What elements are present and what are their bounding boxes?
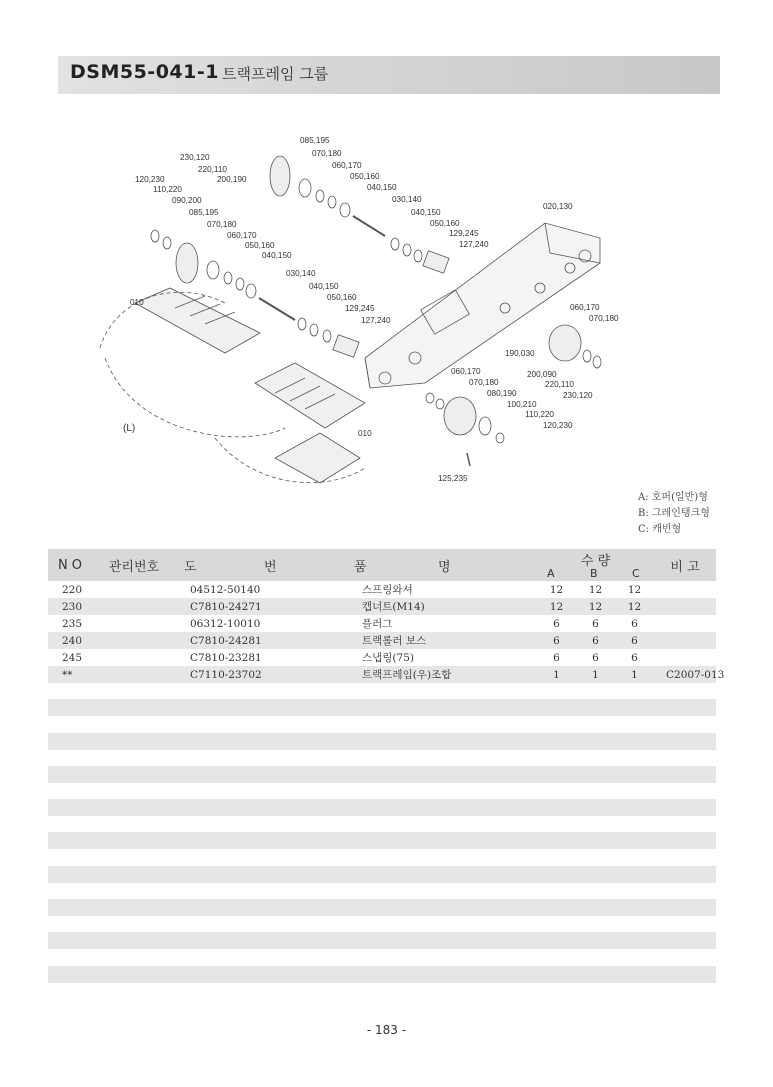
cell-mgmt — [92, 649, 176, 666]
cell-qty-b: 6 — [576, 632, 615, 649]
empty-row — [48, 866, 716, 883]
cell-no: ** — [48, 666, 92, 683]
cell-name: 플러그 — [342, 615, 537, 632]
diagram-label: 125,235 — [438, 474, 468, 483]
empty-row — [48, 733, 716, 750]
cell-drawing: C7110-23702 — [176, 666, 342, 683]
page-title: 트랙프레임 그룹 — [222, 65, 329, 83]
header-mgmt-no: 관리번호 — [92, 549, 176, 581]
cell-qty-c: 6 — [615, 615, 654, 632]
header-drawing-2: 번 — [264, 560, 277, 575]
cell-mgmt — [92, 598, 176, 615]
header-qty-title: 수 량 — [580, 554, 611, 569]
cell-qty-b: 6 — [576, 649, 615, 666]
diagram-label: 220,110 — [545, 380, 574, 389]
table-row — [48, 649, 716, 666]
diagram-label: 200,190 — [217, 175, 247, 184]
cell-note — [654, 598, 716, 615]
cell-qty-c: 6 — [615, 649, 654, 666]
diagram-label: 070,180 — [312, 149, 342, 158]
diagram-label: 030,140 — [392, 195, 422, 204]
cell-name: 캡너트(M14) — [342, 598, 537, 615]
diagram-label: 020,130 — [543, 202, 573, 211]
cell-no: 220 — [48, 581, 92, 598]
cell-qty-b: 12 — [576, 598, 615, 615]
cell-qty-a: 1 — [537, 666, 576, 683]
diagram-label: 060,170 — [332, 161, 362, 170]
diagram-label: 129,245 — [345, 304, 375, 313]
cell-qty-a: 12 — [537, 598, 576, 615]
cell-drawing: C7810-23281 — [176, 649, 342, 666]
cell-qty-a: 6 — [537, 615, 576, 632]
legend-item: A: 호퍼(일반)형 — [638, 492, 708, 503]
diagram-label: 120,230 — [543, 421, 573, 430]
page-code: DSM55-041-1 — [70, 61, 219, 83]
cell-no: 235 — [48, 615, 92, 632]
page-number: - 183 - — [366, 1023, 407, 1037]
diagram-label: 030,140 — [286, 269, 316, 278]
diagram-label: 200,090 — [527, 370, 557, 379]
cell-qty-c: 12 — [615, 581, 654, 598]
diagram-label: 050,160 — [327, 293, 357, 302]
diagram-label: 010 — [358, 429, 372, 438]
table-header-row — [48, 549, 716, 581]
cell-mgmt — [92, 666, 176, 683]
diagram-label: 010 — [130, 298, 144, 307]
cell-drawing: C7810-24271 — [176, 598, 342, 615]
empty-row — [48, 899, 716, 916]
diagram-label: 060,170 — [570, 303, 600, 312]
empty-row — [48, 799, 716, 816]
diagram-label: 070,180 — [207, 220, 237, 229]
cell-qty-b: 12 — [576, 581, 615, 598]
cell-name: 스프링와셔 — [342, 581, 537, 598]
cell-no: 245 — [48, 649, 92, 666]
legend-item: B: 그레인탱크형 — [638, 508, 710, 519]
cell-drawing: C7810-24281 — [176, 632, 342, 649]
diagram-label: 110,220 — [153, 185, 182, 194]
diagram-label: (L) — [123, 423, 136, 434]
cell-note — [654, 649, 716, 666]
cell-name: 트랙롤러 보스 — [342, 632, 537, 649]
cell-qty-c: 6 — [615, 632, 654, 649]
cell-qty-c: 12 — [615, 598, 654, 615]
cell-qty-a: 6 — [537, 632, 576, 649]
header-note: 비 고 — [654, 549, 716, 581]
diagram-svg — [95, 128, 715, 498]
empty-row — [48, 966, 716, 983]
diagram-label: 129,245 — [449, 229, 479, 238]
exploded-parts-diagram — [95, 128, 715, 498]
diagram-label: 085,195 — [300, 136, 330, 145]
diagram-label: 040,150 — [411, 208, 441, 217]
diagram-label: 040,150 — [367, 183, 397, 192]
diagram-label: 110,220 — [525, 410, 554, 419]
header-qty-c: C — [632, 567, 640, 580]
header-name-1: 품 — [354, 560, 367, 575]
diagram-label: 070,180 — [469, 378, 499, 387]
diagram-label: 090,200 — [172, 196, 202, 205]
diagram-label: 230,120 — [180, 153, 210, 162]
cell-mgmt — [92, 581, 176, 598]
diagram-label: 190,030 — [505, 349, 535, 358]
cell-name: 트랙프레임(우)조합 — [342, 666, 537, 683]
table-row — [48, 581, 716, 598]
cell-name: 스냅링(75) — [342, 649, 537, 666]
cell-qty-b: 1 — [576, 666, 615, 683]
table-row — [48, 666, 716, 683]
diagram-label: 220,110 — [198, 165, 227, 174]
diagram-label: 050,160 — [245, 241, 275, 250]
table-row — [48, 598, 716, 615]
cell-note — [654, 632, 716, 649]
header-quantity — [537, 549, 654, 581]
empty-row — [48, 699, 716, 716]
table-row — [48, 632, 716, 649]
empty-row — [48, 766, 716, 783]
diagram-label: 080,190 — [487, 389, 517, 398]
header-no: N O — [48, 549, 92, 581]
diagram-label: 070,180 — [589, 314, 619, 323]
table-row — [48, 615, 716, 632]
cell-qty-a: 6 — [537, 649, 576, 666]
parts-table — [48, 549, 725, 683]
diagram-label: 050,160 — [350, 172, 380, 181]
diagram-label: 127,240 — [459, 240, 489, 249]
empty-row — [48, 932, 716, 949]
cell-note — [654, 615, 716, 632]
diagram-label: 127,240 — [361, 316, 391, 325]
empty-row — [48, 832, 716, 849]
diagram-label: 050,160 — [430, 219, 460, 228]
cell-drawing: 06312-10010 — [176, 615, 342, 632]
diagram-label: 040,150 — [262, 251, 292, 260]
cell-qty-c: 1 — [615, 666, 654, 683]
header-name-2: 명 — [438, 560, 451, 575]
diagram-label: 060,170 — [451, 367, 481, 376]
header-drawing-1: 도 — [184, 560, 197, 575]
cell-qty-b: 6 — [576, 615, 615, 632]
cell-note — [654, 581, 716, 598]
header-drawing-no — [176, 549, 342, 581]
cell-drawing: 04512-50140 — [176, 581, 342, 598]
cell-qty-a: 12 — [537, 581, 576, 598]
diagram-label: 120,230 — [135, 175, 165, 184]
legend-item: C: 캐빈형 — [638, 524, 682, 535]
header-part-name — [342, 549, 537, 581]
diagram-label: 230,120 — [563, 391, 593, 400]
diagram-label: 040,150 — [309, 282, 339, 291]
cell-mgmt — [92, 632, 176, 649]
cell-note: C2007-013 — [654, 666, 716, 683]
cell-no: 240 — [48, 632, 92, 649]
diagram-label: 060,170 — [227, 231, 257, 240]
diagram-label: 085,195 — [189, 208, 219, 217]
cell-no: 230 — [48, 598, 92, 615]
model-legend — [638, 490, 710, 538]
header-qty-b: B — [590, 567, 598, 580]
diagram-label: 100,210 — [507, 400, 537, 409]
cell-mgmt — [92, 615, 176, 632]
header-qty-a: A — [547, 567, 555, 580]
